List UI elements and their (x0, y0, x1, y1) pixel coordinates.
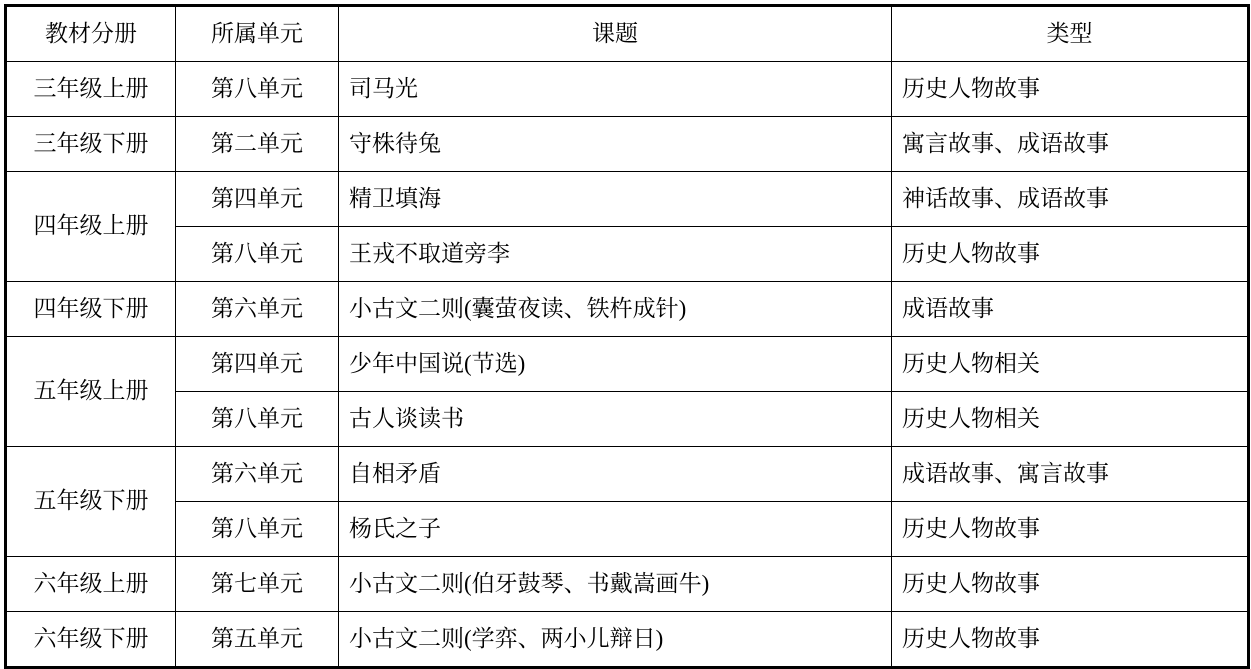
cell-type: 历史人物相关 (892, 337, 1249, 392)
cell-unit: 第八单元 (176, 62, 339, 117)
column-header-book: 教材分册 (6, 6, 176, 62)
cell-unit: 第八单元 (176, 392, 339, 447)
cell-book: 六年级下册 (6, 612, 176, 668)
cell-topic: 守株待兔 (339, 117, 892, 172)
cell-type: 寓言故事、成语故事 (892, 117, 1249, 172)
cell-topic: 少年中国说(节选) (339, 337, 892, 392)
cell-type: 历史人物故事 (892, 62, 1249, 117)
table-row (6, 172, 1249, 227)
table-row (6, 117, 1249, 172)
table-row (6, 612, 1249, 668)
table-row (6, 447, 1249, 502)
cell-unit: 第六单元 (176, 447, 339, 502)
cell-topic: 王戎不取道旁李 (339, 227, 892, 282)
cell-unit: 第八单元 (176, 227, 339, 282)
cell-type: 历史人物相关 (892, 392, 1249, 447)
table-row (6, 337, 1249, 392)
cell-topic: 司马光 (339, 62, 892, 117)
cell-unit: 第二单元 (176, 117, 339, 172)
cell-book: 四年级上册 (6, 172, 176, 282)
cell-type: 历史人物故事 (892, 612, 1249, 668)
cell-topic: 自相矛盾 (339, 447, 892, 502)
table-header-row (6, 6, 1249, 62)
cell-book: 三年级下册 (6, 117, 176, 172)
cell-topic: 小古文二则(学弈、两小儿辩日) (339, 612, 892, 668)
table-row (6, 392, 1249, 447)
curriculum-table (4, 4, 1250, 669)
cell-book: 三年级上册 (6, 62, 176, 117)
cell-type: 成语故事、寓言故事 (892, 447, 1249, 502)
table-row (6, 227, 1249, 282)
cell-type: 历史人物故事 (892, 227, 1249, 282)
table-row (6, 557, 1249, 612)
table-header (6, 6, 1249, 62)
cell-type: 历史人物故事 (892, 557, 1249, 612)
column-header-topic: 课题 (339, 6, 892, 62)
cell-type: 成语故事 (892, 282, 1249, 337)
column-header-type: 类型 (892, 6, 1249, 62)
cell-book: 五年级下册 (6, 447, 176, 557)
column-header-unit: 所属单元 (176, 6, 339, 62)
cell-type: 历史人物故事 (892, 502, 1249, 557)
table-row (6, 502, 1249, 557)
cell-type: 神话故事、成语故事 (892, 172, 1249, 227)
cell-book: 五年级上册 (6, 337, 176, 447)
cell-unit: 第六单元 (176, 282, 339, 337)
cell-topic: 杨氏之子 (339, 502, 892, 557)
table-row (6, 282, 1249, 337)
cell-book: 六年级上册 (6, 557, 176, 612)
cell-unit: 第五单元 (176, 612, 339, 668)
cell-topic: 小古文二则(囊萤夜读、铁杵成针) (339, 282, 892, 337)
cell-topic: 小古文二则(伯牙鼓琴、书戴嵩画牛) (339, 557, 892, 612)
cell-book: 四年级下册 (6, 282, 176, 337)
cell-unit: 第四单元 (176, 337, 339, 392)
table-body (6, 62, 1249, 668)
cell-unit: 第七单元 (176, 557, 339, 612)
cell-topic: 古人谈读书 (339, 392, 892, 447)
cell-unit: 第四单元 (176, 172, 339, 227)
table-row (6, 62, 1249, 117)
cell-unit: 第八单元 (176, 502, 339, 557)
cell-topic: 精卫填海 (339, 172, 892, 227)
